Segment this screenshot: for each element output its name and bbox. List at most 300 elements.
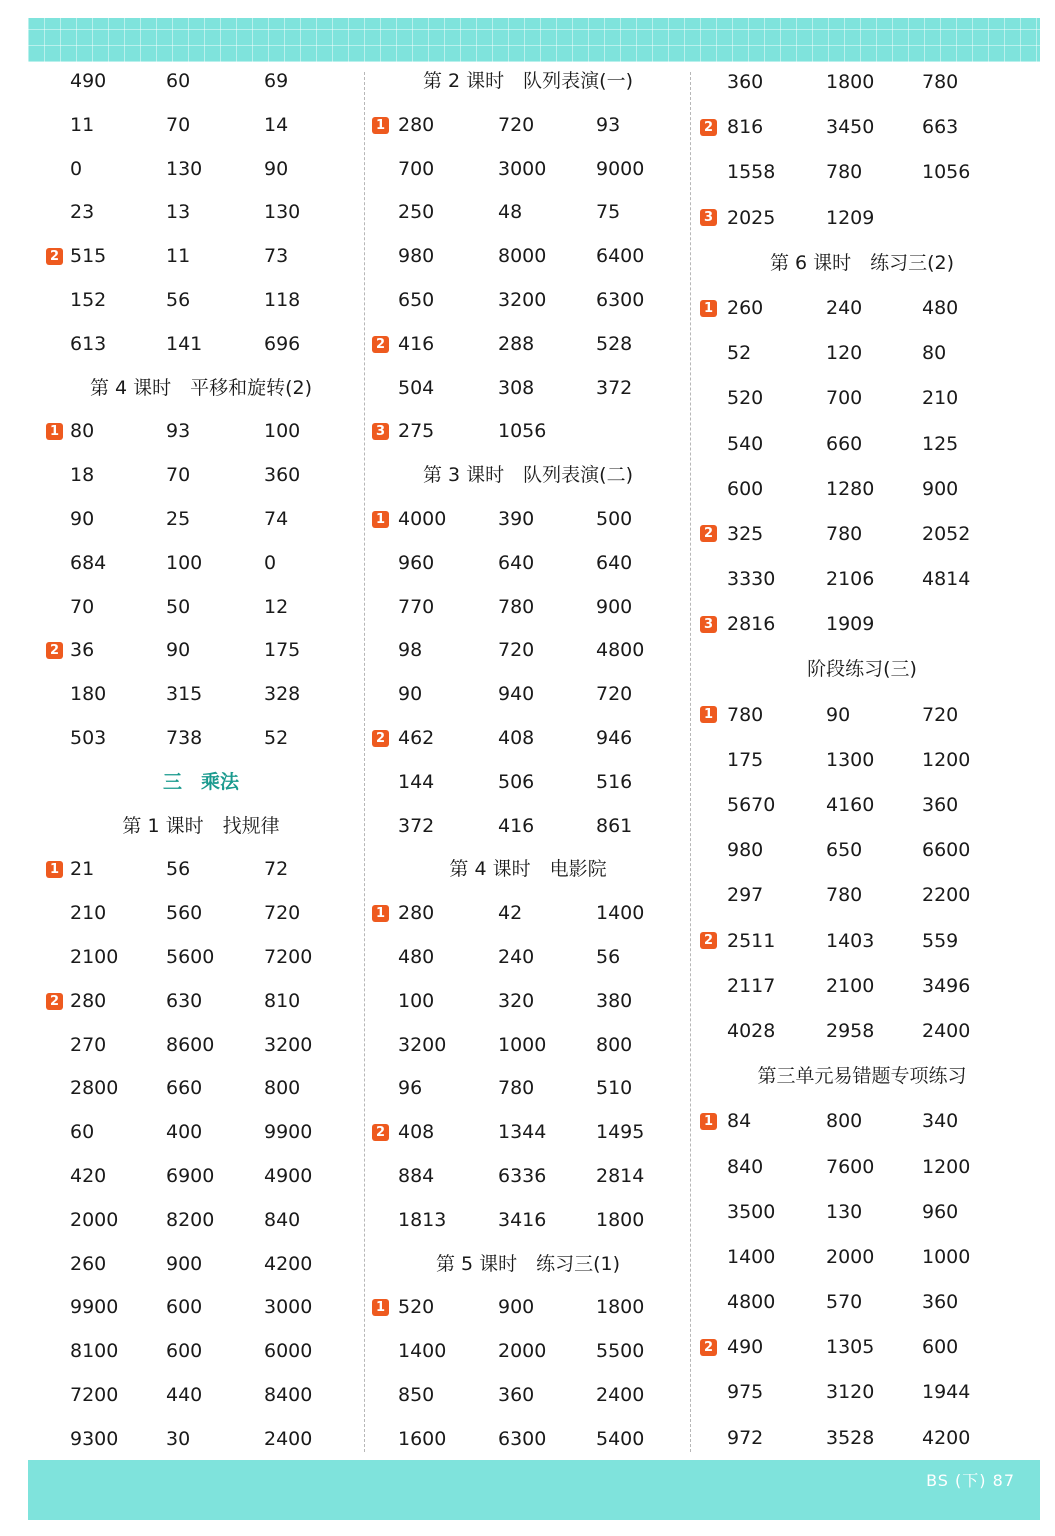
question-number-badge: 2 (372, 730, 389, 747)
answer-row (372, 761, 682, 805)
question-number-badge: 1 (372, 511, 389, 528)
answer-value: 9900 (264, 1121, 313, 1144)
answer-value: 4800 (596, 639, 645, 662)
answer-value: 1600 (398, 1427, 447, 1450)
answer-row (700, 105, 1030, 150)
answer-value: 23 (70, 201, 95, 224)
answer-value: 360 (264, 464, 301, 487)
answer-value: 75 (596, 201, 621, 224)
answer-row (372, 1199, 682, 1243)
answer-value: 1056 (498, 420, 547, 443)
question-number-badge: 2 (372, 1124, 389, 1141)
answer-value: 11 (70, 113, 95, 136)
answer-value: 275 (398, 420, 435, 443)
question-number-badge: 2 (372, 336, 389, 353)
answer-row (700, 1009, 1030, 1054)
answer-value: 3500 (727, 1200, 776, 1223)
answer-value: 8400 (264, 1383, 313, 1406)
answer-value: 3120 (826, 1381, 875, 1404)
answer-value: 900 (498, 1296, 535, 1319)
answer-row (700, 693, 1030, 738)
answer-value: 7600 (826, 1155, 875, 1178)
answer-value: 462 (398, 726, 435, 749)
answer-row (46, 498, 356, 542)
answer-value: 5600 (166, 945, 215, 968)
answer-row (46, 1418, 356, 1462)
question-number-badge: 3 (700, 209, 717, 226)
answer-value: 6900 (166, 1164, 215, 1187)
answer-value: 2000 (498, 1340, 547, 1363)
answer-value: 1403 (826, 929, 875, 952)
answer-value: 1944 (922, 1381, 971, 1404)
answer-value: 560 (166, 902, 203, 925)
answer-row (46, 104, 356, 148)
answer-value: 490 (70, 70, 107, 92)
answer-value: 528 (596, 332, 633, 355)
answer-row (46, 60, 356, 104)
answer-value: 4160 (826, 794, 875, 816)
answer-value: 69 (264, 70, 289, 92)
answer-value: 780 (498, 1077, 535, 1100)
answer-value: 520 (727, 387, 764, 410)
answer-value: 490 (727, 1336, 764, 1359)
answer-row (46, 454, 356, 498)
answer-value: 2814 (596, 1164, 645, 1187)
answer-row (372, 1155, 682, 1199)
answer-value: 56 (166, 858, 191, 881)
answer-value: 372 (596, 376, 633, 399)
answer-value: 5670 (727, 794, 776, 816)
question-number-badge: 1 (700, 706, 717, 723)
answer-row (700, 873, 1030, 918)
answer-value: 152 (70, 288, 107, 311)
heading-text: 第 2 课时 队列表演(一) (423, 70, 633, 92)
column-divider (364, 72, 365, 1452)
answer-value: 780 (826, 161, 863, 184)
answer-value: 600 (727, 477, 764, 500)
answer-row (46, 936, 356, 980)
answer-row (46, 235, 356, 279)
answer-row (372, 367, 682, 411)
answer-row (372, 892, 682, 936)
answer-value: 3450 (826, 116, 875, 139)
answer-row (700, 1280, 1030, 1325)
answer-value: 60 (70, 1121, 95, 1144)
answer-value: 720 (498, 639, 535, 662)
answer-value: 2400 (922, 1019, 971, 1042)
answer-value: 2000 (70, 1208, 119, 1231)
answer-value: 770 (398, 595, 435, 618)
answer-value: 2000 (826, 1245, 875, 1268)
answer-value: 130 (166, 157, 203, 180)
answer-value: 800 (596, 1033, 633, 1056)
answer-value: 4814 (922, 568, 971, 591)
answer-value: 93 (166, 420, 191, 443)
answer-value: 328 (264, 683, 301, 706)
answer-value: 738 (166, 726, 203, 749)
answer-value: 408 (398, 1121, 435, 1144)
answer-row (46, 1374, 356, 1418)
answer-value: 1400 (727, 1245, 776, 1268)
question-number-badge: 1 (700, 300, 717, 317)
answer-value: 30 (166, 1427, 191, 1450)
answer-value: 5500 (596, 1340, 645, 1363)
answer-row (372, 1374, 682, 1418)
question-number-badge: 2 (700, 932, 717, 949)
question-number-badge: 2 (46, 993, 63, 1010)
answer-value: 2400 (596, 1383, 645, 1406)
answer-value: 630 (166, 989, 203, 1012)
answer-value: 520 (398, 1296, 435, 1319)
answer-row (700, 196, 1030, 241)
answer-value: 4000 (398, 507, 447, 530)
answer-value: 25 (166, 507, 191, 530)
answer-row (372, 235, 682, 279)
answer-value: 1209 (826, 206, 875, 229)
answer-row (372, 629, 682, 673)
answer-row (372, 498, 682, 542)
answer-value: 900 (166, 1252, 203, 1275)
answer-row (46, 1330, 356, 1374)
answer-value: 400 (166, 1121, 203, 1144)
answer-value: 1800 (596, 1208, 645, 1231)
answer-value: 48 (498, 201, 523, 224)
answer-value: 506 (498, 770, 535, 793)
answer-value: 90 (70, 507, 95, 530)
answer-value: 260 (727, 296, 764, 319)
answer-value: 100 (264, 420, 301, 443)
answer-value: 18 (70, 464, 95, 487)
answer-value: 2025 (727, 206, 776, 229)
answer-value: 6300 (596, 288, 645, 311)
answer-value: 5400 (596, 1427, 645, 1450)
answer-value: 1558 (727, 161, 776, 184)
answer-value: 1800 (826, 71, 875, 93)
heading-text: 第 4 课时 电影院 (449, 858, 607, 881)
answer-value: 480 (922, 296, 959, 319)
answer-value: 780 (727, 703, 764, 726)
answer-value: 720 (596, 683, 633, 706)
answer-value: 72 (264, 858, 289, 881)
answer-value: 816 (727, 116, 764, 139)
answer-value: 9900 (70, 1296, 119, 1319)
answer-row (372, 936, 682, 980)
answer-value: 4200 (922, 1426, 971, 1449)
answer-value: 6600 (922, 839, 971, 862)
answer-value: 0 (70, 157, 83, 180)
answer-value: 3200 (398, 1033, 447, 1056)
answer-value: 1800 (596, 1296, 645, 1319)
answer-value: 3200 (498, 288, 547, 311)
answer-value: 720 (922, 703, 959, 726)
answer-value: 900 (922, 477, 959, 500)
answer-row (700, 376, 1030, 421)
answer-value: 120 (826, 342, 863, 365)
answer-row (372, 717, 682, 761)
answer-value: 90 (398, 683, 423, 706)
answer-row (372, 673, 682, 717)
answer-value: 960 (398, 551, 435, 574)
heading-text: 第 5 课时 练习三(1) (435, 1252, 621, 1275)
answer-value: 7200 (264, 945, 313, 968)
answer-value: 325 (727, 522, 764, 545)
answer-value: 440 (166, 1383, 203, 1406)
answer-value: 980 (727, 839, 764, 862)
answer-value: 3200 (264, 1033, 313, 1056)
answer-row (700, 557, 1030, 602)
answer-row (46, 1199, 356, 1243)
question-number-badge: 3 (700, 616, 717, 633)
answer-value: 2800 (70, 1077, 119, 1100)
answer-value: 3528 (826, 1426, 875, 1449)
answer-value: 52 (264, 726, 289, 749)
answer-value: 90 (166, 639, 191, 662)
answer-value: 98 (398, 639, 423, 662)
answer-value: 2400 (264, 1427, 313, 1450)
answer-row (46, 1024, 356, 1068)
answer-value: 1495 (596, 1121, 645, 1144)
answer-value: 93 (596, 113, 621, 136)
answer-value: 1056 (922, 161, 971, 184)
answer-value: 42 (498, 902, 523, 925)
answer-value: 0 (264, 551, 277, 574)
answer-row (46, 1067, 356, 1111)
unit-heading (46, 761, 356, 805)
page-footer (926, 1468, 1015, 1491)
answer-value: 810 (264, 989, 301, 1012)
lesson-heading (46, 805, 356, 849)
answer-value: 663 (922, 116, 959, 139)
answer-row (372, 1330, 682, 1374)
answer-value: 780 (826, 884, 863, 907)
answer-value: 840 (727, 1155, 764, 1178)
answer-value: 260 (70, 1252, 107, 1275)
answer-value: 1300 (826, 748, 875, 771)
answer-row (46, 323, 356, 367)
answer-value: 660 (166, 1077, 203, 1100)
answer-value: 2200 (922, 884, 971, 907)
question-number-badge: 2 (700, 525, 717, 542)
answer-value: 980 (398, 245, 435, 268)
answer-value: 70 (70, 595, 95, 618)
question-number-badge: 1 (372, 905, 389, 922)
answer-value: 650 (826, 839, 863, 862)
answer-value: 800 (826, 1110, 863, 1133)
answer-value: 972 (727, 1426, 764, 1449)
answer-value: 52 (727, 342, 752, 365)
answer-value: 408 (498, 726, 535, 749)
answer-row (372, 323, 682, 367)
question-number-badge: 2 (46, 642, 63, 659)
answer-value: 1280 (826, 477, 875, 500)
answer-row (46, 1286, 356, 1330)
answer-value: 50 (166, 595, 191, 618)
answer-value: 960 (922, 1200, 959, 1223)
answer-value: 360 (922, 1291, 959, 1314)
answer-value: 4200 (264, 1252, 313, 1275)
answer-value: 8600 (166, 1033, 215, 1056)
answer-value: 613 (70, 332, 107, 355)
answer-value: 60 (166, 70, 191, 92)
answer-row (700, 919, 1030, 964)
answer-value: 390 (498, 507, 535, 530)
answer-value: 720 (264, 902, 301, 925)
answer-value: 516 (596, 770, 633, 793)
answer-value: 340 (922, 1110, 959, 1133)
answer-row (700, 286, 1030, 331)
lesson-heading (372, 848, 682, 892)
answer-value: 96 (398, 1077, 423, 1100)
answer-value: 600 (166, 1296, 203, 1319)
answer-value: 2511 (727, 929, 776, 952)
answer-value: 84 (727, 1110, 752, 1133)
answer-value: 141 (166, 332, 203, 355)
answer-value: 280 (398, 902, 435, 925)
answer-row (46, 542, 356, 586)
answer-value: 320 (498, 989, 535, 1012)
answer-row (46, 410, 356, 454)
heading-text: 第 6 课时 练习三(2) (769, 251, 955, 274)
answer-value: 1909 (826, 613, 875, 636)
answer-value: 90 (264, 157, 289, 180)
lesson-heading (372, 454, 682, 498)
answer-value: 21 (70, 858, 95, 881)
answer-value: 9000 (596, 157, 645, 180)
lesson-heading (700, 1054, 1030, 1099)
answer-value: 6400 (596, 245, 645, 268)
page-number: 87 (992, 1471, 1015, 1490)
answer-value: 6336 (498, 1164, 547, 1187)
answer-value: 2816 (727, 613, 776, 636)
answer-row (372, 279, 682, 323)
answer-value: 308 (498, 376, 535, 399)
answer-value: 600 (166, 1340, 203, 1363)
answer-value: 1305 (826, 1336, 875, 1359)
answer-value: 900 (596, 595, 633, 618)
answer-value: 372 (398, 814, 435, 837)
answer-value: 2052 (922, 522, 971, 545)
answer-row (46, 848, 356, 892)
heading-text: 第 1 课时 找规律 (122, 814, 280, 837)
answer-value: 11 (166, 245, 191, 268)
answer-value: 540 (727, 432, 764, 455)
answer-value: 600 (922, 1336, 959, 1359)
answer-value: 640 (498, 551, 535, 574)
answer-value: 1400 (596, 902, 645, 925)
answer-value: 660 (826, 432, 863, 455)
question-number-badge: 1 (46, 861, 63, 878)
answer-row (700, 150, 1030, 195)
answer-value: 56 (596, 945, 621, 968)
answer-value: 360 (922, 794, 959, 816)
answer-row (700, 1235, 1030, 1280)
answer-row (46, 629, 356, 673)
lesson-heading (700, 241, 1030, 286)
answer-row (46, 1243, 356, 1287)
answer-value: 1000 (922, 1245, 971, 1268)
answer-value: 510 (596, 1077, 633, 1100)
answer-value: 90 (826, 703, 851, 726)
answer-value: 570 (826, 1291, 863, 1314)
answer-value: 650 (398, 288, 435, 311)
answer-row (372, 191, 682, 235)
answer-value: 850 (398, 1383, 435, 1406)
answer-value: 100 (398, 989, 435, 1012)
answer-row (700, 512, 1030, 557)
answer-value: 4800 (727, 1291, 776, 1314)
question-number-badge: 2 (46, 248, 63, 265)
answer-value: 288 (498, 332, 535, 355)
answer-value: 360 (727, 71, 764, 93)
answer-row (46, 279, 356, 323)
question-number-badge: 1 (372, 1299, 389, 1316)
answer-value: 315 (166, 683, 203, 706)
answer-value: 1200 (922, 1155, 971, 1178)
question-number-badge: 3 (372, 423, 389, 440)
answer-row (372, 1286, 682, 1330)
bottom-decorative-band (28, 1460, 1040, 1520)
answer-value: 144 (398, 770, 435, 793)
answer-row (700, 602, 1030, 647)
heading-text: 三 乘法 (162, 770, 240, 793)
answer-row (372, 542, 682, 586)
question-number-badge: 2 (700, 1339, 717, 1356)
answer-value: 3496 (922, 974, 971, 997)
answer-value: 503 (70, 726, 107, 749)
answer-value: 1400 (398, 1340, 447, 1363)
answer-row (46, 191, 356, 235)
answer-column-left (46, 60, 356, 1462)
answer-value: 780 (826, 522, 863, 545)
answer-value: 3330 (727, 568, 776, 591)
answer-row (700, 964, 1030, 1009)
answer-value: 297 (727, 884, 764, 907)
answer-value: 800 (264, 1077, 301, 1100)
answer-row (700, 422, 1030, 467)
answer-value: 720 (498, 113, 535, 136)
column-divider (690, 72, 691, 1452)
footer-text: BS (下) (926, 1471, 987, 1490)
answer-value: 130 (264, 201, 301, 224)
answer-value: 70 (166, 113, 191, 136)
answer-value: 380 (596, 989, 633, 1012)
answer-value: 940 (498, 683, 535, 706)
answer-column-right (700, 60, 1030, 1461)
answer-value: 80 (922, 342, 947, 365)
answer-row (372, 1418, 682, 1462)
answer-value: 210 (922, 387, 959, 410)
answer-row (46, 892, 356, 936)
answer-row (700, 738, 1030, 783)
answer-row (700, 1099, 1030, 1144)
answer-value: 4900 (264, 1164, 313, 1187)
answer-row (700, 1416, 1030, 1461)
answer-value: 130 (826, 1200, 863, 1223)
answer-value: 2117 (727, 974, 776, 997)
answer-value: 2106 (826, 568, 875, 591)
answer-value: 8000 (498, 245, 547, 268)
answer-value: 70 (166, 464, 191, 487)
answer-row (700, 1190, 1030, 1235)
answer-value: 280 (398, 113, 435, 136)
answer-value: 2958 (826, 1019, 875, 1042)
answer-row (372, 104, 682, 148)
answer-value: 7200 (70, 1383, 119, 1406)
answer-row (46, 673, 356, 717)
answer-row (700, 331, 1030, 376)
answer-value: 80 (70, 420, 95, 443)
answer-value: 420 (70, 1164, 107, 1187)
